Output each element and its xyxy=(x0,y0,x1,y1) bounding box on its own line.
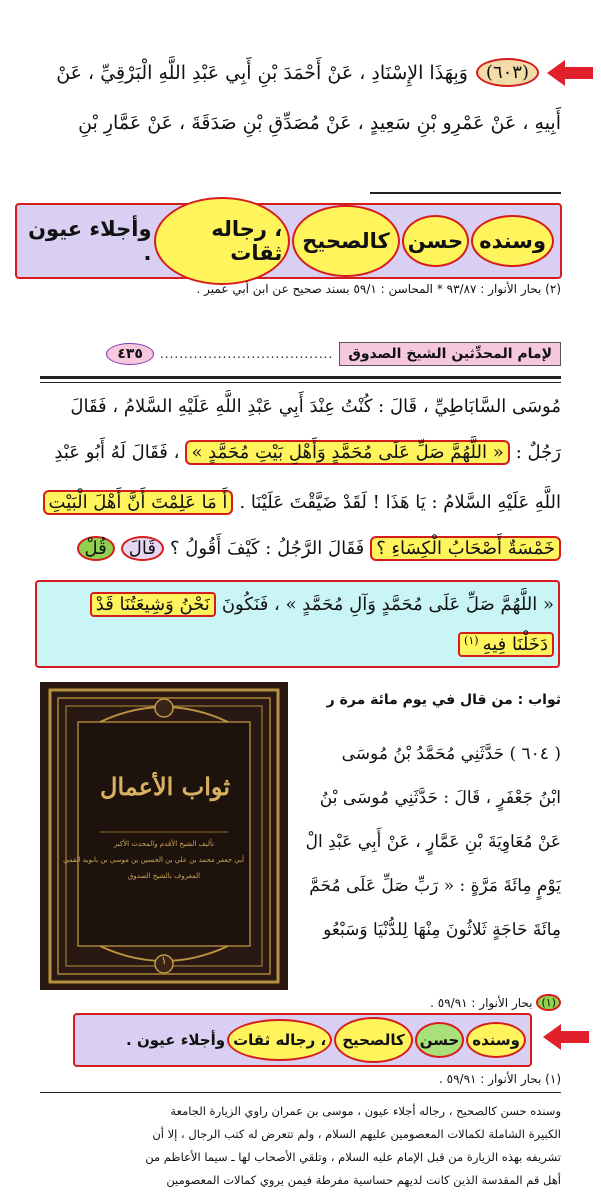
banner-word-rijal: ، رجاله ثقات xyxy=(154,197,291,285)
highlight-ashab-alkisa: خَمْسَةٌ أَصْحَابُ الْكِسَاءِ ؟ xyxy=(370,536,561,561)
highlight-nahnu-washiatuna: نَحْنُ وَشِيعَتُنَا قَدْ xyxy=(90,592,216,617)
footnote-text: بحار الأنوار : ٥٩/٩١ . xyxy=(430,995,533,1010)
body-text: ، فَقَالَ لَهُ أَبُو عَبْدِ xyxy=(54,442,180,463)
body-text: دَخَلْنَا فِيهِ xyxy=(482,634,548,655)
book-cover-image xyxy=(40,682,288,990)
book-title: ثواب الأعمال xyxy=(100,772,230,801)
body-text: رَجُلٌ : xyxy=(515,442,561,463)
thawab-line-2: ابْنُ جَعْفَرٍ ، قَالَ : حَدَّثَنِي مُوسَى بْنُ xyxy=(319,788,561,808)
banner-word-ajilla: وأجلاء عيون . xyxy=(28,217,152,265)
divider xyxy=(40,1092,561,1093)
commentary-line: أهل قم المقدسة الذين كانت لديهم حساسية مفرطة فيمن يروي كمالات المعصومين xyxy=(166,1173,561,1187)
body-text: اللَّهِ عَلَيْهِ السَّلامُ : يَا هَذَا ! لَقَدْ ضَيَّقْتَ عَلَيْنَا . xyxy=(239,492,561,513)
banner-word-ajilla: وأجلاء عيون . xyxy=(126,1031,226,1049)
banner-word-wasanaduhu: وسنده xyxy=(466,1022,526,1058)
banner-word-kasahih: كالصحيح xyxy=(292,205,400,277)
highlight-salawat-full: « اللَّهُمَّ صَلِّ عَلَى مُحَمَّدٍ وَأَهْلِ بَيْتِ مُحَمَّدٍ » xyxy=(185,440,509,465)
banner-word-rijal: ، رجاله ثقات xyxy=(227,1019,332,1061)
banner-word-kasahih: كالصحيح xyxy=(334,1017,413,1063)
highlight-qul: قُلْ xyxy=(77,536,115,561)
page-number: ٤٣٥ xyxy=(106,343,154,365)
banner-word-hasan: حسن xyxy=(402,215,469,267)
commentary-line: الكبيرة الشاملة لكمالات المعصومين عليهم السلام ، ولم تتعرض له كتب الرجال ، إلا أن xyxy=(152,1127,561,1141)
body-line-4 xyxy=(77,536,561,561)
thawab-line-1: ( ٦٠٤ ) حَدَّثَنِي مُحَمَّدُ بْنُ مُوسَى xyxy=(341,744,561,764)
thawab-line-3: عَنْ مُعَاوِيَةَ بْنِ عَمَّارٍ ، عَنْ أَبِي عَبْدِ الْ xyxy=(305,832,561,852)
book-volume: ١ xyxy=(161,954,167,967)
hadith-603-line2: أَبِيهِ ، عَنْ عَمْرِو بْنِ سَعِيدٍ ، عَنْ مُصَدِّقِ بْنِ صَدَقَةَ ، عَنْ عَمَّارِ بْنِ xyxy=(78,112,561,134)
book-subtitle-3: المعروف بالشيخ الصدوق xyxy=(127,872,201,880)
body-text: فَقَالَ الرَّجُلُ : كَيْفَ أَقُولُ ؟ xyxy=(169,538,365,559)
chain-assessment-banner-2 xyxy=(73,1013,532,1067)
chain-assessment-banner xyxy=(15,203,562,279)
header-rule-top xyxy=(40,376,561,379)
footnote-mahasin: (٢) بحار الأنوار : ٩٣/٨٧ * المحاسن : ٥٩/١ بسند صحيح عن ابن أبي عمير . xyxy=(196,282,561,296)
body-line-1: مُوسَى السَّابَاطِيِّ ، قَالَ : كُنْتُ عِنْدَ أَبِي عَبْدِ اللَّهِ عَلَيْهِ السَّلامُ ، فَقَالَ xyxy=(70,396,561,417)
footnote-number: (١) xyxy=(536,994,561,1011)
footnote-marker: (١) xyxy=(464,634,479,647)
banner-word-wasanaduhu: وسنده xyxy=(471,215,554,267)
thawab-heading: ثواب : من قال في يوم مائة مرة ر xyxy=(326,692,561,708)
highlight-dakhalna xyxy=(458,632,554,657)
commentary-line: وسنده حسن كالصحيح ، رجاله أجلاء عيون ، موسى بن عمران راوي الزيارة الجامعة xyxy=(170,1104,561,1118)
commentary-line: تشريفه بهذه الزيارة من قبل الإمام عليه السلام ، وتلقي الأصحاب لها ـ سيما الأعاظم من xyxy=(145,1150,561,1164)
body-line-2 xyxy=(54,440,561,465)
hadith-text: وَبِهَذَا الإِسْنَادِ ، عَنْ أَحْمَدَ بْنِ أَبِي عَبْدِ اللَّهِ الْبَرْقِيِّ ، عَنْ xyxy=(56,61,468,84)
header-dots: .................................... xyxy=(159,347,334,361)
salawat-box xyxy=(35,580,560,668)
header-title: لإمام المحدِّثين الشيخ الصدوق xyxy=(339,342,561,366)
highlight-qala: قَالَ xyxy=(121,536,164,561)
thawab-line-4: يَوْمٍ مِائَةَ مَرَّةٍ : « رَبِّ صَلِّ عَلَى مُحَمَّ xyxy=(309,876,561,896)
body-text: « اللَّهُمَّ صَلِّ عَلَى مُحَمَّدٍ وَآلِ مُحَمَّدٍ » ، فَنَكُونَ xyxy=(221,594,554,615)
footnote-bihar-1 xyxy=(430,994,561,1011)
commentary-paragraph xyxy=(40,1100,561,1192)
header-rule-bottom xyxy=(40,382,561,383)
left-arrow-icon xyxy=(547,60,593,86)
thawab-line-5: مِائَةَ حَاجَةٍ ثَلاثُونَ مِنْهَا لِلدُّنْيَا وَسَبْعُو xyxy=(323,920,561,940)
book-cover-art xyxy=(40,682,288,990)
salawat-line-1 xyxy=(90,592,554,617)
highlight-ahl-albayt: أَ مَا عَلِمْتَ أَنَّ أَهْلَ الْبَيْتِ xyxy=(43,490,234,515)
hadith-603-line1 xyxy=(39,58,539,87)
salawat-line-2 xyxy=(458,632,554,657)
footnote-bihar-2: (١) بحار الأنوار : ٥٩/٩١ . xyxy=(439,1072,561,1086)
book-subtitle-1: تأليف الشيخ الأقدم والمحدث الأكبر xyxy=(113,840,215,848)
banner-word-hasan: حسن xyxy=(415,1022,465,1058)
page-header xyxy=(30,338,561,370)
body-line-3 xyxy=(43,490,561,515)
book-subtitle-2: أبي جعفر محمد بن علي بن الحسين بن موسى بن بابويه القمي xyxy=(63,856,244,864)
divider xyxy=(370,192,561,194)
hadith-number-badge: (٦٠٣) xyxy=(476,58,539,87)
left-arrow-icon xyxy=(543,1024,589,1050)
